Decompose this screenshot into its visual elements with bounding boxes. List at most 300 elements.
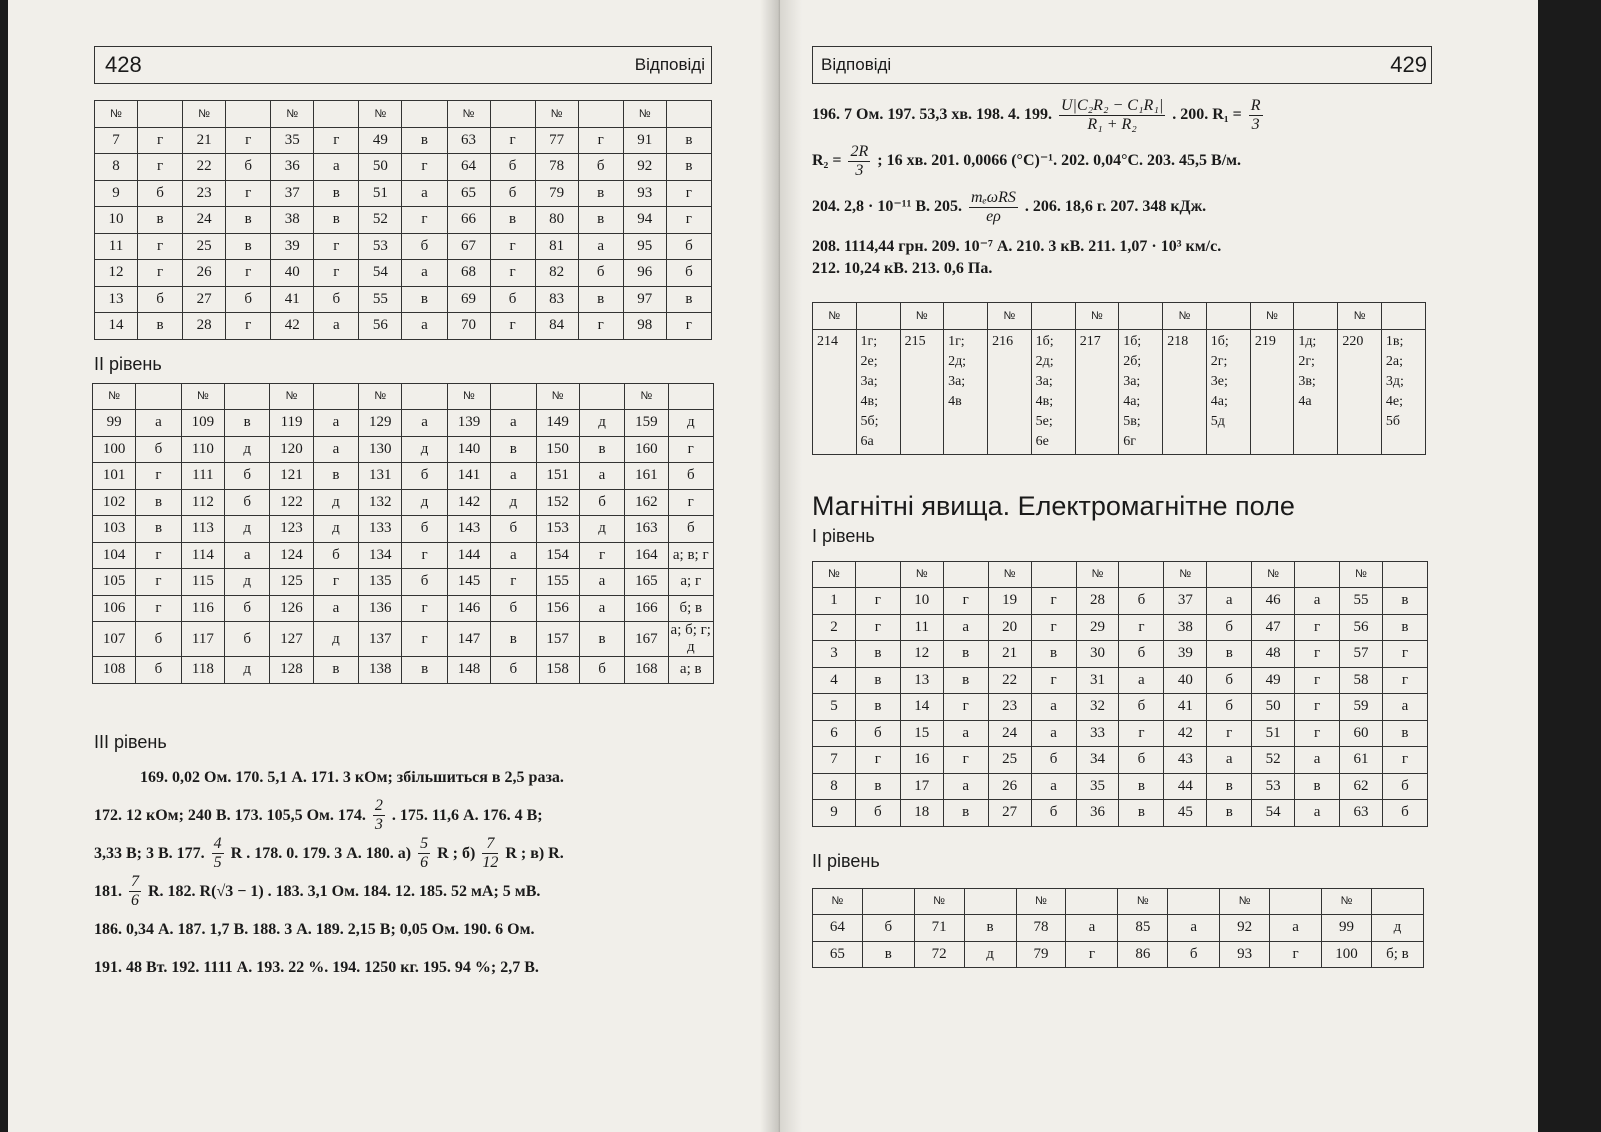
question-number: 155 [536,569,579,596]
answer-cell: г [578,313,623,340]
answer-item: 3а; [948,373,966,389]
question-number: 118 [181,657,224,684]
fraction [1059,97,1165,134]
answer-cell: д [313,489,358,516]
answer-cell: б [225,489,270,516]
question-number: 165 [625,569,668,596]
question-number: 64 [447,154,490,181]
question-number: 79 [1016,941,1066,968]
question-number: 122 [270,489,313,516]
question-number: 32 [1076,694,1119,721]
answer-text: R. 182. R(√3 − 1) . 183. 3,1 Ом. 184. 12. 185. 52 мА; 5 мВ. [148,882,541,900]
answer-cell: а [579,569,624,596]
table-row [93,622,714,657]
answer-cell: а [1066,915,1118,942]
answer-cell: в [666,127,711,154]
answer-table-level1-right [812,561,1428,827]
question-number: 42 [1164,720,1207,747]
table-row [95,180,712,207]
number-column-header: № [270,383,313,410]
question-number: 141 [447,463,490,490]
question-number: 70 [447,313,490,340]
answer-cell: г [314,260,359,287]
question-number: 116 [181,595,224,622]
answer-cell: в [578,180,623,207]
answer-item: 2д; [948,353,967,369]
answer-column-header [226,101,271,128]
answer-cell: г [1295,614,1340,641]
answer-cell: в [1119,800,1164,827]
answer-cell: г [668,489,713,516]
answer-column-header [943,561,988,588]
answer-cell: г [402,207,447,234]
answer-column-header [1270,888,1322,915]
answer-cell: а [1270,915,1322,942]
answer-line [812,138,1432,184]
answer-cell: а [402,260,447,287]
answer-cell: а [136,410,181,437]
table-header-row [93,383,714,410]
number-column-header: № [900,561,943,588]
answer-cell [1294,329,1338,454]
number-column-header: № [95,101,138,128]
answer-cell: в [943,641,988,668]
number-column-header: № [1164,561,1207,588]
answer-cell [1119,329,1163,454]
answer-cell: г [1295,694,1340,721]
answer-cell: б [666,233,711,260]
question-number: 21 [988,641,1031,668]
question-number: 31 [1076,667,1119,694]
answer-cell: в [666,154,711,181]
number-column-header: № [1322,888,1372,915]
answer-item: 5в; [1123,413,1141,429]
table-row [813,747,1428,774]
table-row [95,260,712,287]
question-number: 135 [359,569,402,596]
answer-item: 4е; [1385,393,1403,409]
answer-cell: в [1119,773,1164,800]
answer-column-header [1295,561,1340,588]
answer-cell: г [138,260,183,287]
question-number: 105 [93,569,136,596]
number-column-header: № [1252,561,1295,588]
answer-cell: г [1031,667,1076,694]
numerator: mₑωRS [971,188,1016,206]
answer-cell: а [402,313,447,340]
question-number: 94 [623,207,666,234]
answer-cell: а [225,542,270,569]
answer-cell: в [138,207,183,234]
answer-text: R ; в) R. [505,844,564,862]
answer-column-header [856,303,900,330]
answer-item: 3е; [1210,373,1228,389]
answer-cell: г [668,436,713,463]
question-number: 5 [813,694,856,721]
question-number: 9 [95,180,138,207]
number-column-header: № [536,383,579,410]
answer-item: 4а [1298,393,1312,409]
question-number: 217 [1075,329,1119,454]
question-number: 3 [813,641,856,668]
answer-cell: в [402,127,447,154]
number-column-header: № [359,101,402,128]
answer-cell: а [1168,915,1220,942]
answer-column-header [666,101,711,128]
answer-cell: в [1207,800,1252,827]
left-page-header [94,46,712,84]
question-number: 49 [1252,667,1295,694]
answer-cell: б [1119,747,1164,774]
answer-cell: г [1295,641,1340,668]
question-number: 25 [183,233,226,260]
answer-cell: г [490,233,535,260]
answer-cell: г [666,207,711,234]
question-number: 20 [988,614,1031,641]
table-row [813,614,1428,641]
answer-column-header [490,101,535,128]
answer-cell: г [943,588,988,615]
question-number: 91 [623,127,666,154]
answer-text: R . 178. 0. 179. 3 А. 180. а) [230,844,412,862]
table-header-row [813,561,1428,588]
number-column-header: № [813,888,863,915]
answer-cell: б; в [668,595,713,622]
number-column-header: № [988,303,1032,330]
question-number: 151 [536,463,579,490]
question-number: 98 [623,313,666,340]
answer-item: 3в; [1298,373,1316,389]
question-number: 82 [535,260,578,287]
answer-cell: г [490,127,535,154]
answer-cell: б [1168,941,1220,968]
answer-cell: б [402,233,447,260]
answer-cell: б [855,720,900,747]
question-number: 10 [900,588,943,615]
answer-cell: б [578,260,623,287]
answer-column-header [1066,888,1118,915]
question-number: 57 [1340,641,1383,668]
answer-cell: г [1207,720,1252,747]
question-number: 101 [93,463,136,490]
question-number: 125 [270,569,313,596]
answer-cell: б [490,180,535,207]
level-heading: I рівень [812,525,875,546]
question-number: 166 [625,595,668,622]
answer-cell: в [943,800,988,827]
answer-cell: д [225,657,270,684]
answer-cell: б [1382,773,1427,800]
question-number: 133 [359,516,402,543]
numerator: R [1250,96,1261,114]
answer-item: 1г; [948,333,965,349]
question-number: 220 [1338,329,1382,454]
question-number: 14 [95,313,138,340]
numerator: U|C₂R₂ − C₁R₁| [1060,96,1164,114]
question-number: 25 [988,747,1031,774]
answer-cell: г [1119,720,1164,747]
answer-item: 2а; [1385,353,1403,369]
answer-cell: а [1031,720,1076,747]
answer-item: 4а; [1210,393,1228,409]
answer-item: 1д; [1298,333,1317,349]
answer-cell: в [136,516,181,543]
question-number: 22 [988,667,1031,694]
question-number: 158 [536,657,579,684]
table-header-row [95,101,712,128]
question-number: 92 [623,154,666,181]
denominator: R₁ + R₂ [1087,115,1137,133]
fraction [212,835,224,872]
question-number: 36 [271,154,314,181]
number-column-header: № [623,101,666,128]
question-number: 92 [1220,915,1270,942]
question-number: 64 [813,915,863,942]
question-number: 41 [1164,694,1207,721]
number-column-header: № [447,383,490,410]
answer-table-level2-right [812,888,1424,969]
question-number: 214 [813,329,857,454]
answer-cell: в [855,641,900,668]
answer-cell: г [1270,941,1322,968]
question-number: 41 [271,286,314,313]
question-number: 12 [900,641,943,668]
question-number: 93 [623,180,666,207]
answer-column-header [225,383,270,410]
question-number: 154 [536,542,579,569]
right-page [780,0,1538,1132]
question-number: 108 [93,657,136,684]
answer-cell: б [490,286,535,313]
fraction [373,797,385,834]
question-number: 107 [93,622,136,657]
question-number: 153 [536,516,579,543]
answer-cell: г [402,154,447,181]
answer-line [812,184,1432,230]
question-number: 104 [93,542,136,569]
question-number: 30 [1076,641,1119,668]
answer-cell: г [943,747,988,774]
answer-table-level2-left [92,383,714,684]
question-number: 146 [447,595,490,622]
answer-column-header [964,888,1016,915]
numerator: 2R [850,142,869,160]
answer-column-header [1119,561,1164,588]
header-title: Відповіді [821,55,892,74]
question-number: 69 [447,286,490,313]
question-number: 48 [1252,641,1295,668]
table-row [95,313,712,340]
answer-cell: д [579,410,624,437]
answer-text: 172. 12 кОм; 240 В. 173. 105,5 Ом. 174. [94,806,366,824]
question-number: 167 [625,622,668,657]
question-number: 51 [359,180,402,207]
answer-cell: а; г [668,569,713,596]
question-number: 80 [535,207,578,234]
question-number: 84 [535,313,578,340]
answer-cell: г [491,569,536,596]
numerator: 7 [131,873,139,891]
answer-cell: г [136,463,181,490]
question-number: 37 [271,180,314,207]
table-row [95,286,712,313]
answer-cell: а [314,154,359,181]
answer-cell: д [579,516,624,543]
answer-column-header [491,383,536,410]
answer-item: 5б [1385,413,1400,429]
question-number: 115 [181,569,224,596]
answer-column-header [668,383,713,410]
table-row [813,773,1428,800]
question-number: 51 [1252,720,1295,747]
answer-cell: а [943,773,988,800]
answer-column-header [138,101,183,128]
answer-cell [1381,329,1425,454]
answer-cell: б [313,542,358,569]
question-number: 140 [447,436,490,463]
question-number: 9 [813,800,856,827]
question-number: 52 [359,207,402,234]
question-number: 15 [900,720,943,747]
answer-column-header [313,383,358,410]
question-number: 124 [270,542,313,569]
answer-line: 191. 48 Вт. 192. 1111 А. 193. 22 %. 194. 1250 кг. 195. 94 %; 2,7 В. [94,958,539,976]
table-row [813,941,1424,968]
question-number: 58 [1340,667,1383,694]
answer-cell: д [313,516,358,543]
answer-cell: б [490,154,535,181]
answer-cell: в [855,694,900,721]
number-column-header: № [1340,561,1383,588]
question-number: 35 [1076,773,1119,800]
answer-item: 6е [1035,433,1049,449]
table-row [813,915,1424,942]
answer-item: 5д [1210,413,1225,429]
answer-cell: г [136,542,181,569]
number-column-header: № [1076,561,1119,588]
answer-column-header [1371,888,1423,915]
answer-cell: д [313,622,358,657]
numerator: 2 [374,797,383,815]
fraction [418,835,430,872]
answer-cell: г [666,313,711,340]
question-number: 100 [93,436,136,463]
number-column-header: № [181,383,224,410]
question-number: 78 [1016,915,1066,942]
question-number: 19 [988,588,1031,615]
answer-cell: а [1295,800,1340,827]
question-number: 161 [625,463,668,490]
answer-cell: б [491,595,536,622]
answer-item: 4в; [860,393,878,409]
question-number: 149 [536,410,579,437]
table-row [93,489,714,516]
answer-cell: в [138,313,183,340]
question-number: 40 [1164,667,1207,694]
answer-cell: в [862,941,914,968]
question-number: 72 [914,941,964,968]
number-column-header: № [813,303,857,330]
answer-cell: г [138,127,183,154]
question-number: 157 [536,622,579,657]
answer-cell: а [1119,667,1164,694]
answer-cell: г [579,542,624,569]
left-page [8,0,780,1132]
table-row [93,410,714,437]
answer-cell: б [226,154,271,181]
question-number: 21 [183,127,226,154]
question-number: 216 [988,329,1032,454]
answer-cell: г [226,180,271,207]
answer-cell: б [314,286,359,313]
answer-cell: г [1295,720,1340,747]
question-number: 40 [271,260,314,287]
question-number: 113 [181,516,224,543]
answer-item: 5е; [1035,413,1053,429]
denominator: 6 [420,854,429,872]
question-number: 218 [1163,329,1207,454]
answer-cell: б [579,489,624,516]
answer-cell [856,329,900,454]
answer-cell: г [402,595,447,622]
question-number: 134 [359,542,402,569]
question-number: 39 [1164,641,1207,668]
question-number: 86 [1118,941,1168,968]
answer-cell: г [1382,667,1427,694]
answer-cell: б [1119,694,1164,721]
answer-cell: а [1207,588,1252,615]
question-number: 96 [623,260,666,287]
answer-cell: а [943,720,988,747]
table-row [813,800,1428,827]
answer-cell: б [1119,588,1164,615]
question-number: 83 [535,286,578,313]
table-row [813,588,1428,615]
answer-cell [944,329,988,454]
answer-item: 3а; [1035,373,1053,389]
answer-cell: а [314,313,359,340]
question-number: 160 [625,436,668,463]
answer-text: 3,33 В; 3 В. 177. [94,844,205,862]
answer-text: 196. 7 Ом. 197. 53,3 хв. 198. 4. 199. [812,106,1052,123]
answer-cell: б [855,800,900,827]
answer-cell: д [225,516,270,543]
answer-cell: а [579,595,624,622]
answer-column-header [944,303,988,330]
answer-cell: г [402,542,447,569]
question-number: 100 [1322,941,1372,968]
question-number: 132 [359,489,402,516]
answer-cell: в [402,657,447,684]
question-number: 55 [1340,588,1383,615]
answer-cell: г [1031,588,1076,615]
answer-column-header [1294,303,1338,330]
fraction [129,873,141,910]
answer-item: 3д; [1385,373,1404,389]
question-number: 13 [900,667,943,694]
table-row [95,154,712,181]
page-number: 429 [1390,52,1427,77]
answer-cell: д [402,489,447,516]
answer-column-header [136,383,181,410]
question-number: 54 [1252,800,1295,827]
question-number: 81 [535,233,578,260]
answer-cell: в [136,489,181,516]
denominator: 3 [374,816,383,834]
answer-cell: б [1031,747,1076,774]
table-row [813,694,1428,721]
question-number: 53 [359,233,402,260]
